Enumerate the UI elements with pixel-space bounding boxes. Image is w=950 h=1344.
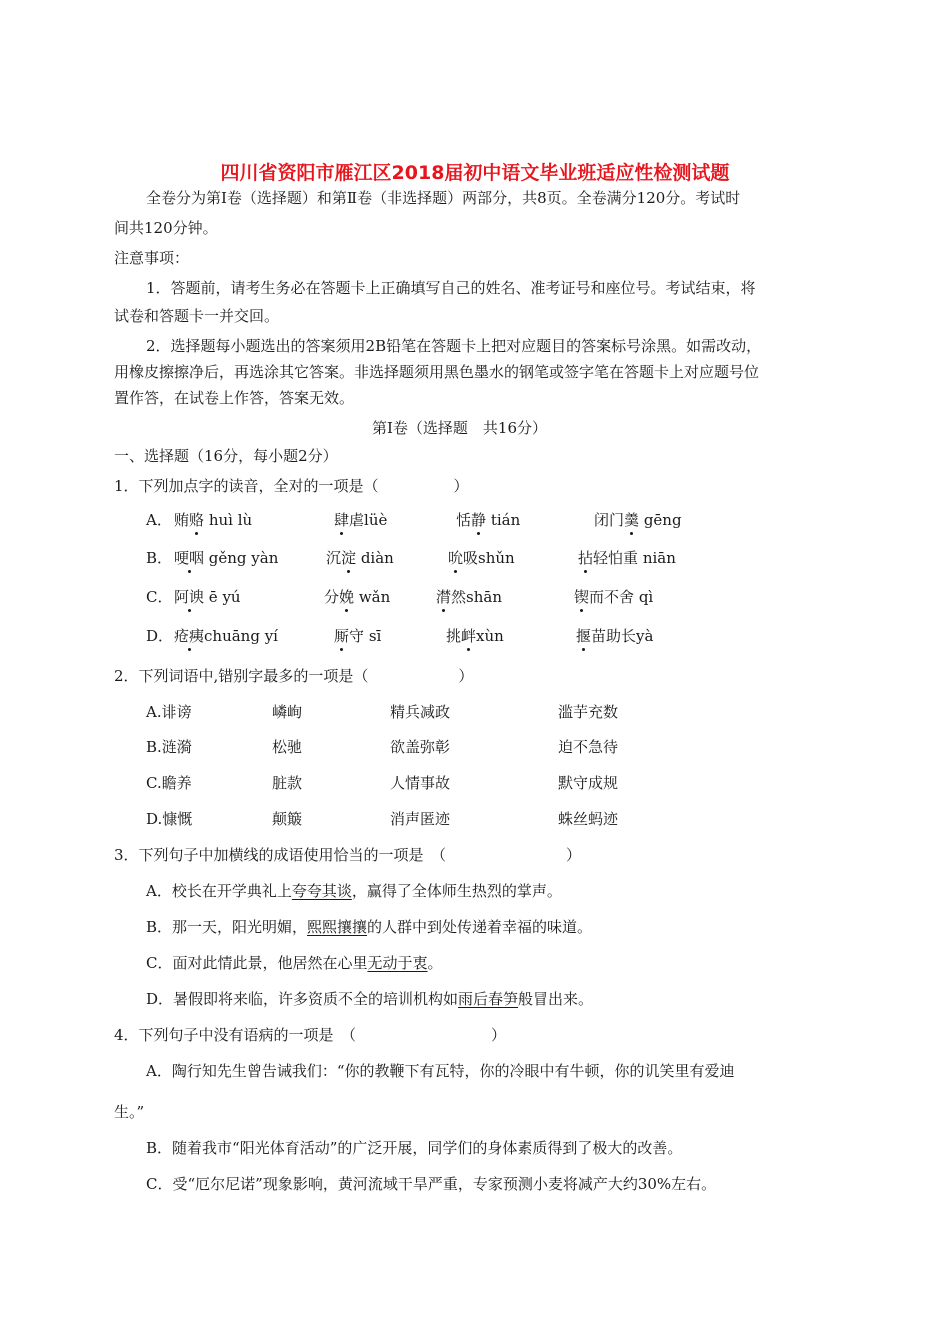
word-cell: B.涟漪 [146,738,192,756]
answer-item: 贿赂 huì lù [174,511,253,529]
notice-item-2-line-3: 置作答，在试卷上作答，答案无效。 [114,389,355,407]
word-cell: 消声匿迹 [390,810,451,828]
question-3-option-d: D．暑假即将来临，许多资质不全的培训机构如雨后春笋般冒出来。 [146,990,594,1008]
section-one-heading: 一、选择题（16分，每小题2分） [114,447,338,465]
notice-heading: 注意事项： [114,249,190,267]
answer-item: 厮守 sī [334,627,382,645]
answer-item: 揠苗助长yà [576,627,654,645]
answer-item: 分娩 wǎn [324,588,391,606]
question-4-stem: 4．下列句子中没有语病的一项是 （ ） [114,1026,507,1044]
word-cell: 迫不急待 [558,738,619,756]
answer-item: 恬静 tián [456,511,521,529]
question-4-option-b: B．随着我市“阳光体育活动”的广泛开展，同学们的身体素质得到了极大的改善。 [146,1139,683,1157]
answer-item: 肆虐lüè [334,511,388,529]
answer-item: 潸然shān [436,588,502,606]
word-cell: 滥芋充数 [558,703,619,721]
notice-item-1-line-2: 试卷和答题卡一并交回。 [114,307,280,325]
word-cell: C.瞻养 [146,774,192,792]
question-2-stem: 2．下列词语中,错别字最多的一项是（ ） [114,667,474,685]
option-label: C． [146,588,173,606]
word-cell: 欲盖弥彰 [390,738,451,756]
question-3-option-a: A．校长在开学典礼上夸夸其谈，赢得了全体师生热烈的掌声。 [146,882,562,900]
question-4-option-c: C．受“厄尔尼诺”现象影响，黄河流域干旱严重，专家预测小麦将减产大约30%左右。 [146,1175,717,1193]
question-3-option-c: C．面对此情此景，他居然在心里无动于衷。 [146,954,443,972]
word-cell: 松驰 [272,738,303,756]
part-one-heading: 第Ⅰ卷（选择题 共16分） [372,419,548,437]
word-cell: 默守成规 [558,774,619,792]
answer-item: 哽咽 gěng yàn [174,549,279,567]
word-cell: 颠簸 [272,810,303,828]
word-cell: A.诽谤 [146,703,192,721]
question-4-option-a-line-1: A．陶行知先生曾告诫我们：“你的教鞭下有瓦特，你的冷眼中有牛顿，你的讥笑里有爱迪 [146,1062,735,1080]
answer-item: 闭门羹 gēng [594,511,682,529]
word-cell: 精兵减政 [390,703,451,721]
intro-line-1: 全卷分为第Ⅰ卷（选择题）和第Ⅱ卷（非选择题）两部分，共8页。全卷满分120分。考试时 [146,189,741,207]
question-3-stem: 3．下列句子中加横线的成语使用恰当的一项是 （ ） [114,846,582,864]
question-1-stem: 1．下列加点字的读音，全对的一项是（ ） [114,477,469,495]
option-label: B． [146,549,173,567]
answer-item: 挑衅xùn [446,627,504,645]
answer-item: 疮痍chuāng yí [174,627,278,645]
option-label: D． [146,627,174,645]
question-4-option-a-line-2: 生。” [114,1103,145,1121]
word-cell: D.慷慨 [146,810,193,828]
word-cell: 蛛丝蚂迹 [558,810,619,828]
option-label: A． [146,511,172,529]
notice-item-1-line-1: 1．答题前，请考生务必在答题卡上正确填写自己的姓名、准考证号和座位号。考试结束，将 [146,279,756,297]
intro-line-2: 间共120分钟。 [114,219,218,237]
word-cell: 嶙峋 [272,703,303,721]
word-cell: 脏款 [272,774,303,792]
notice-item-2-line-1: 2．选择题每小题选出的答案须用2B铅笔在答题卡上把对应题目的答案标号涂黑。如需改动， [146,337,762,355]
word-cell: 人情事故 [390,774,451,792]
exam-title: 四川省资阳市雁江区2018届初中语文毕业班适应性检测试题 [220,162,730,184]
answer-item: 锲而不舍 qì [574,588,654,606]
answer-item: 吮吸shǔn [448,549,515,567]
question-3-option-b: B．那一天，阳光明媚，熙熙攘攘的人群中到处传递着幸福的味道。 [146,918,593,936]
answer-item: 拈轻怕重 niān [578,549,676,567]
answer-item: 沉淀 diàn [326,549,394,567]
answer-item: 阿谀 ē yú [174,588,241,606]
notice-item-2-line-2: 用橡皮擦擦净后，再选涂其它答案。非选择题须用黑色墨水的钢笔或签字笔在答题卡上对应题号位 [114,363,760,381]
